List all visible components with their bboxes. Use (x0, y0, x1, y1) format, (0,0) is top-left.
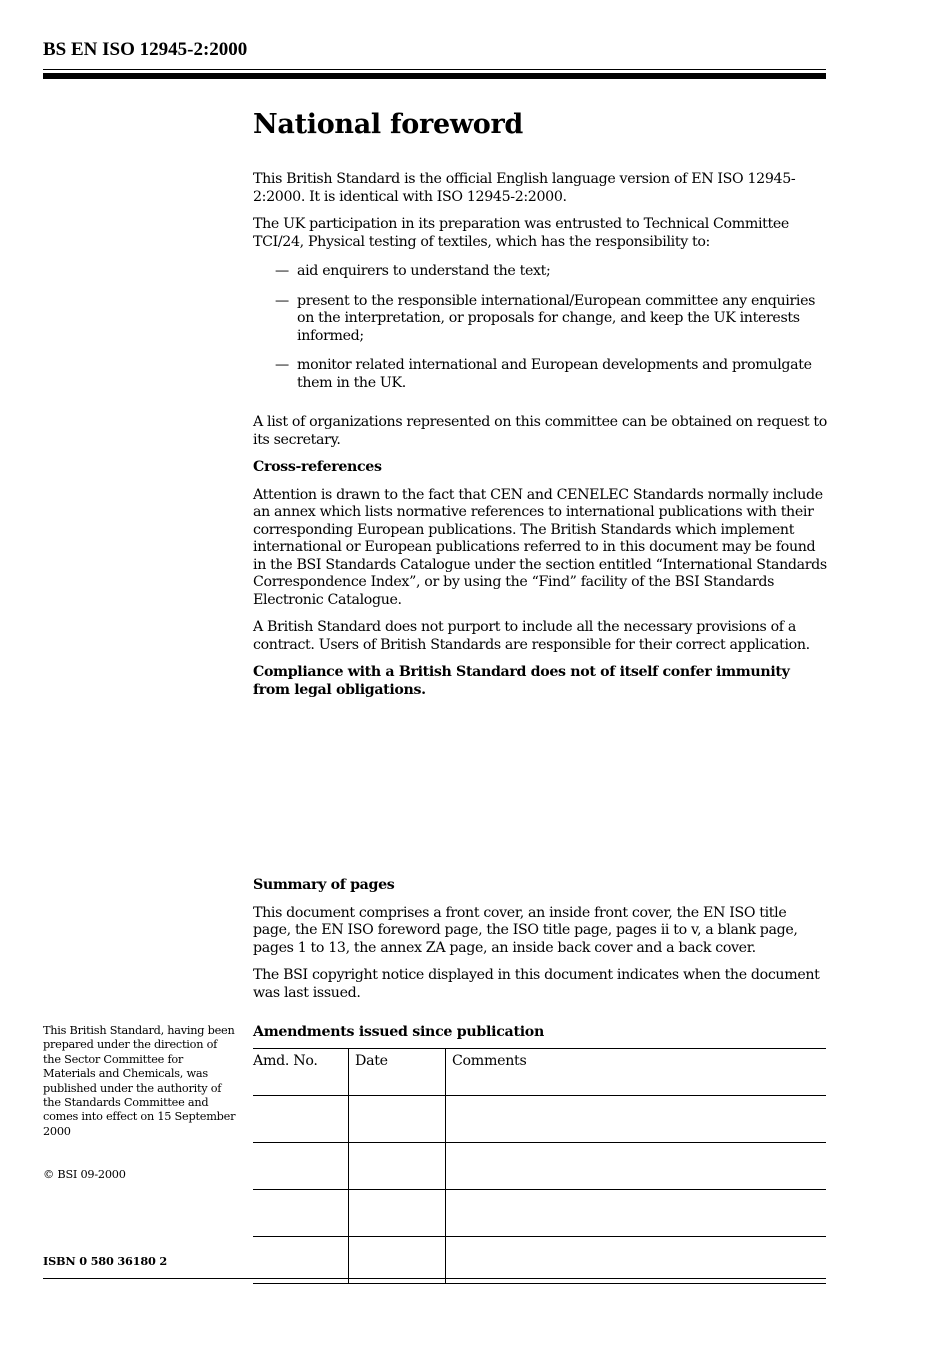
table-row (253, 1096, 826, 1143)
list-item: — monitor related international and European developments and promulgate them in the UK. (275, 357, 812, 391)
header-rule-thick (43, 73, 826, 79)
committee-paragraph: The UK participation in its preparation was entrusted to Technical Committee TCI/24, Physical testing of textiles, which has the responsibility to: (253, 216, 789, 250)
summary-section (253, 877, 827, 1012)
responsibility-list (253, 263, 827, 392)
page-title: National foreword (253, 109, 523, 140)
table-header-row (253, 1049, 826, 1096)
isbn: ISBN 0 580 36180 2 (43, 1254, 168, 1268)
document-id: BS EN ISO 12945-2:2000 (43, 39, 248, 60)
footer-rule (43, 1278, 826, 1279)
table-row (253, 1237, 826, 1284)
dash-marker: — (275, 292, 289, 309)
copyright-line: © BSI 09-2000 (43, 1168, 126, 1181)
dash-marker: — (275, 263, 289, 279)
provisions-paragraph: A British Standard does not purport to include all the necessary provisions of a contract. Users of British Standards are responsible for their correct application. (253, 619, 810, 653)
intro-paragraph: This British Standard is the official English language version of EN ISO 12945-2:2000. It is identical with ISO 12945-2:2000. (253, 171, 796, 205)
column-header-amd-no: Amd. No. (253, 1049, 349, 1096)
summary-paragraph: This document comprises a front cover, an inside front cover, the EN ISO title page, the EN ISO foreword page, the ISO title page, pages ii to v, a blank page, pages 1 to 13, the annex ZA page, an inside back cover and a back cover. (253, 904, 798, 956)
cross-references-paragraph: Attention is drawn to the fact that CEN and CENELEC Standards normally include an annex which lists normative references to international publications with their corresponding European publications. The British Standards which implement international or European publications referred to in this document may be found in the BSI Standards Catalogue under the section entitled “International Standards Correspondence Index”, or by using the “Find” facility of the BSI Standards Electronic Catalogue. (253, 486, 827, 608)
table-row (253, 1143, 826, 1190)
publication-note: This British Standard, having been prepared under the direction of the Sector Committee for Materials and Chemicals, was published under the authority of the Standards Committee and comes into effect on 15 September 2000 (43, 1024, 236, 1138)
amendments-heading: Amendments issued since publication (253, 1024, 544, 1040)
table-row (253, 1190, 826, 1237)
amendments-table (253, 1048, 826, 1284)
column-header-comments: Comments (446, 1049, 827, 1096)
cross-references-heading: Cross-references (253, 459, 382, 475)
list-item: — aid enquirers to understand the text; (275, 263, 551, 279)
national-foreword-section (253, 108, 827, 709)
summary-heading: Summary of pages (253, 877, 395, 893)
dash-marker: — (275, 357, 289, 373)
organizations-paragraph: A list of organizations represented on this committee can be obtained on request to its secretary. (253, 414, 827, 448)
column-header-date: Date (349, 1049, 446, 1096)
compliance-statement: Compliance with a British Standard does not of itself confer immunity from legal obligations. (253, 664, 790, 698)
header-rule-thin (43, 69, 826, 70)
copyright-notice-paragraph: The BSI copyright notice displayed in this document indicates when the document was last issued. (253, 967, 820, 1001)
list-item: — present to the responsible international/European committee any enquiries on the interpretation, or proposals for change, and keep the UK interests informed; (275, 292, 816, 344)
